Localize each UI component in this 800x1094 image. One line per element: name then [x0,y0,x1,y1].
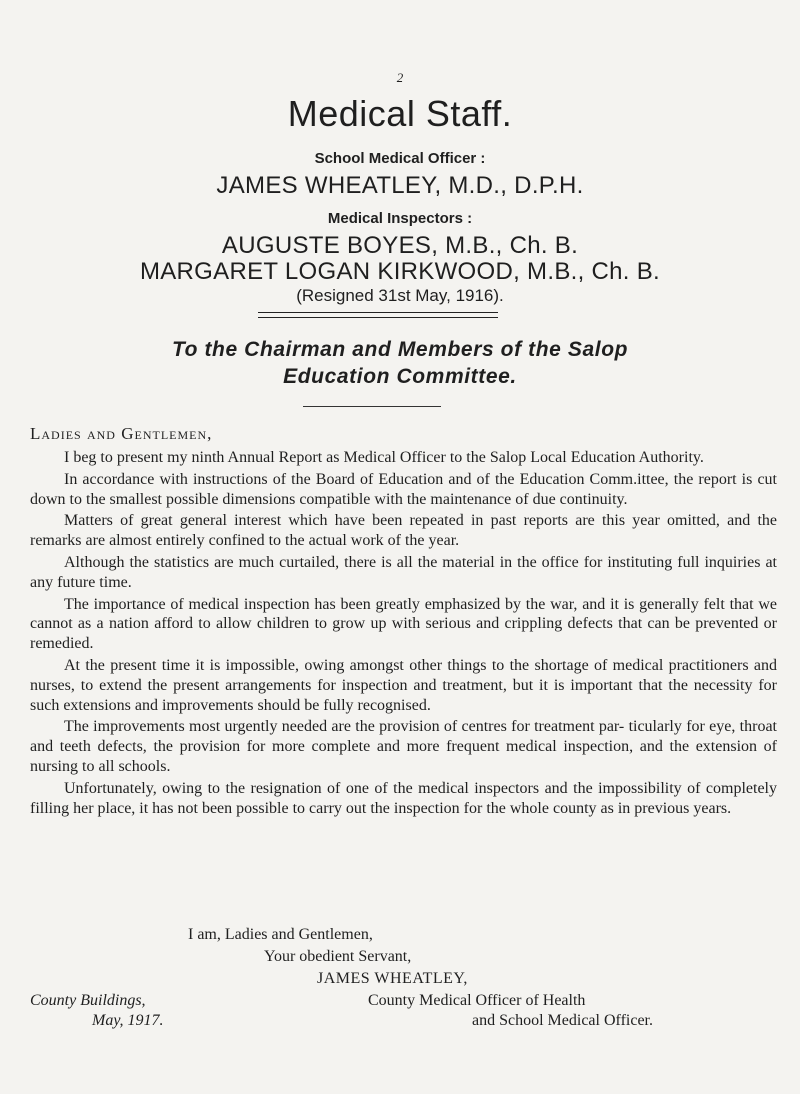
paragraph: In accordance with instructions of the Board of Education and of the Education Comm.ittee, the report is cut down to the smallest possible dimensions compatible with the maintenance of due continuity. [30,470,777,508]
place-date: May, 1917. [92,1012,164,1029]
closing-line-2: Your obedient Servant, [264,948,412,965]
address-block [0,336,800,390]
inspector-name-2: MARGARET LOGAN KIRKWOOD, M.B., Ch. B. [139,258,661,285]
report-body [30,448,777,820]
paragraph: Although the statistics are much curtailed, there is all the material in the office for instituting full inquiries at any future time. [30,553,777,591]
paragraph: Unfortunately, owing to the resignation of one of the medical inspectors and the impossibility of completely filling her place, it has not been possible to carry out the inspection for the whole county as in previous years. [30,779,777,817]
inspectors-role-label: Medical Inspectors : [327,210,473,227]
address-line-1: To the Chairman and Members of the Salop [171,338,629,361]
inspector-resignation-note: (Resigned 31st May, 1916). [296,286,504,305]
signature-title-1: County Medical Officer of Health [368,992,586,1009]
paragraph: The importance of medical inspection has been greatly emphasized by the war, and it is generally felt that we cannot as a nation afford to allow children to grow up with serious and crippling defects that can be prevented or remedied. [30,595,777,653]
double-divider [258,312,498,318]
salutation: Ladies and Gentlemen, [30,424,213,443]
paragraph: The improvements most urgently needed are the provision of centres for treatment par- ticularly for eye, throat and teeth defects, the provision for more complete and more frequent medical inspection, and the extension of nursing to all schools. [30,718,777,775]
signature-title-2: and School Medical Officer. [472,1012,653,1029]
inspector-name-1: AUGUSTE BOYES, M.B., Ch. B. [221,232,579,259]
smo-role-label: School Medical Officer : [314,150,486,167]
signature-name: JAMES WHEATLEY, [317,970,468,987]
page-title: Medical Staff. [287,93,513,134]
smo-name: JAMES WHEATLEY, M.D., D.P.H. [216,172,584,199]
place-line-1: County Buildings, [30,992,146,1009]
paragraph: I beg to present my ninth Annual Report as Medical Officer to the Salop Local Education Authority. [64,449,704,466]
address-line-2: Education Committee. [283,365,517,388]
paragraph: At the present time it is impossible, owing amongst other things to the shortage of medical practitioners and nurses, to extend the present arrangements for inspection and treatment, but it is important that the necessity for such extensions and improvements should be fully recognised. [30,656,777,714]
page-number: 2 [396,70,404,85]
paragraph: Matters of great general interest which have been repeated in past reports are this year omitted, and the remarks are almost entirely confined to the actual work of the year. [30,512,777,550]
closing-line-1: I am, Ladies and Gentlemen, [188,926,373,943]
single-divider [303,406,441,407]
